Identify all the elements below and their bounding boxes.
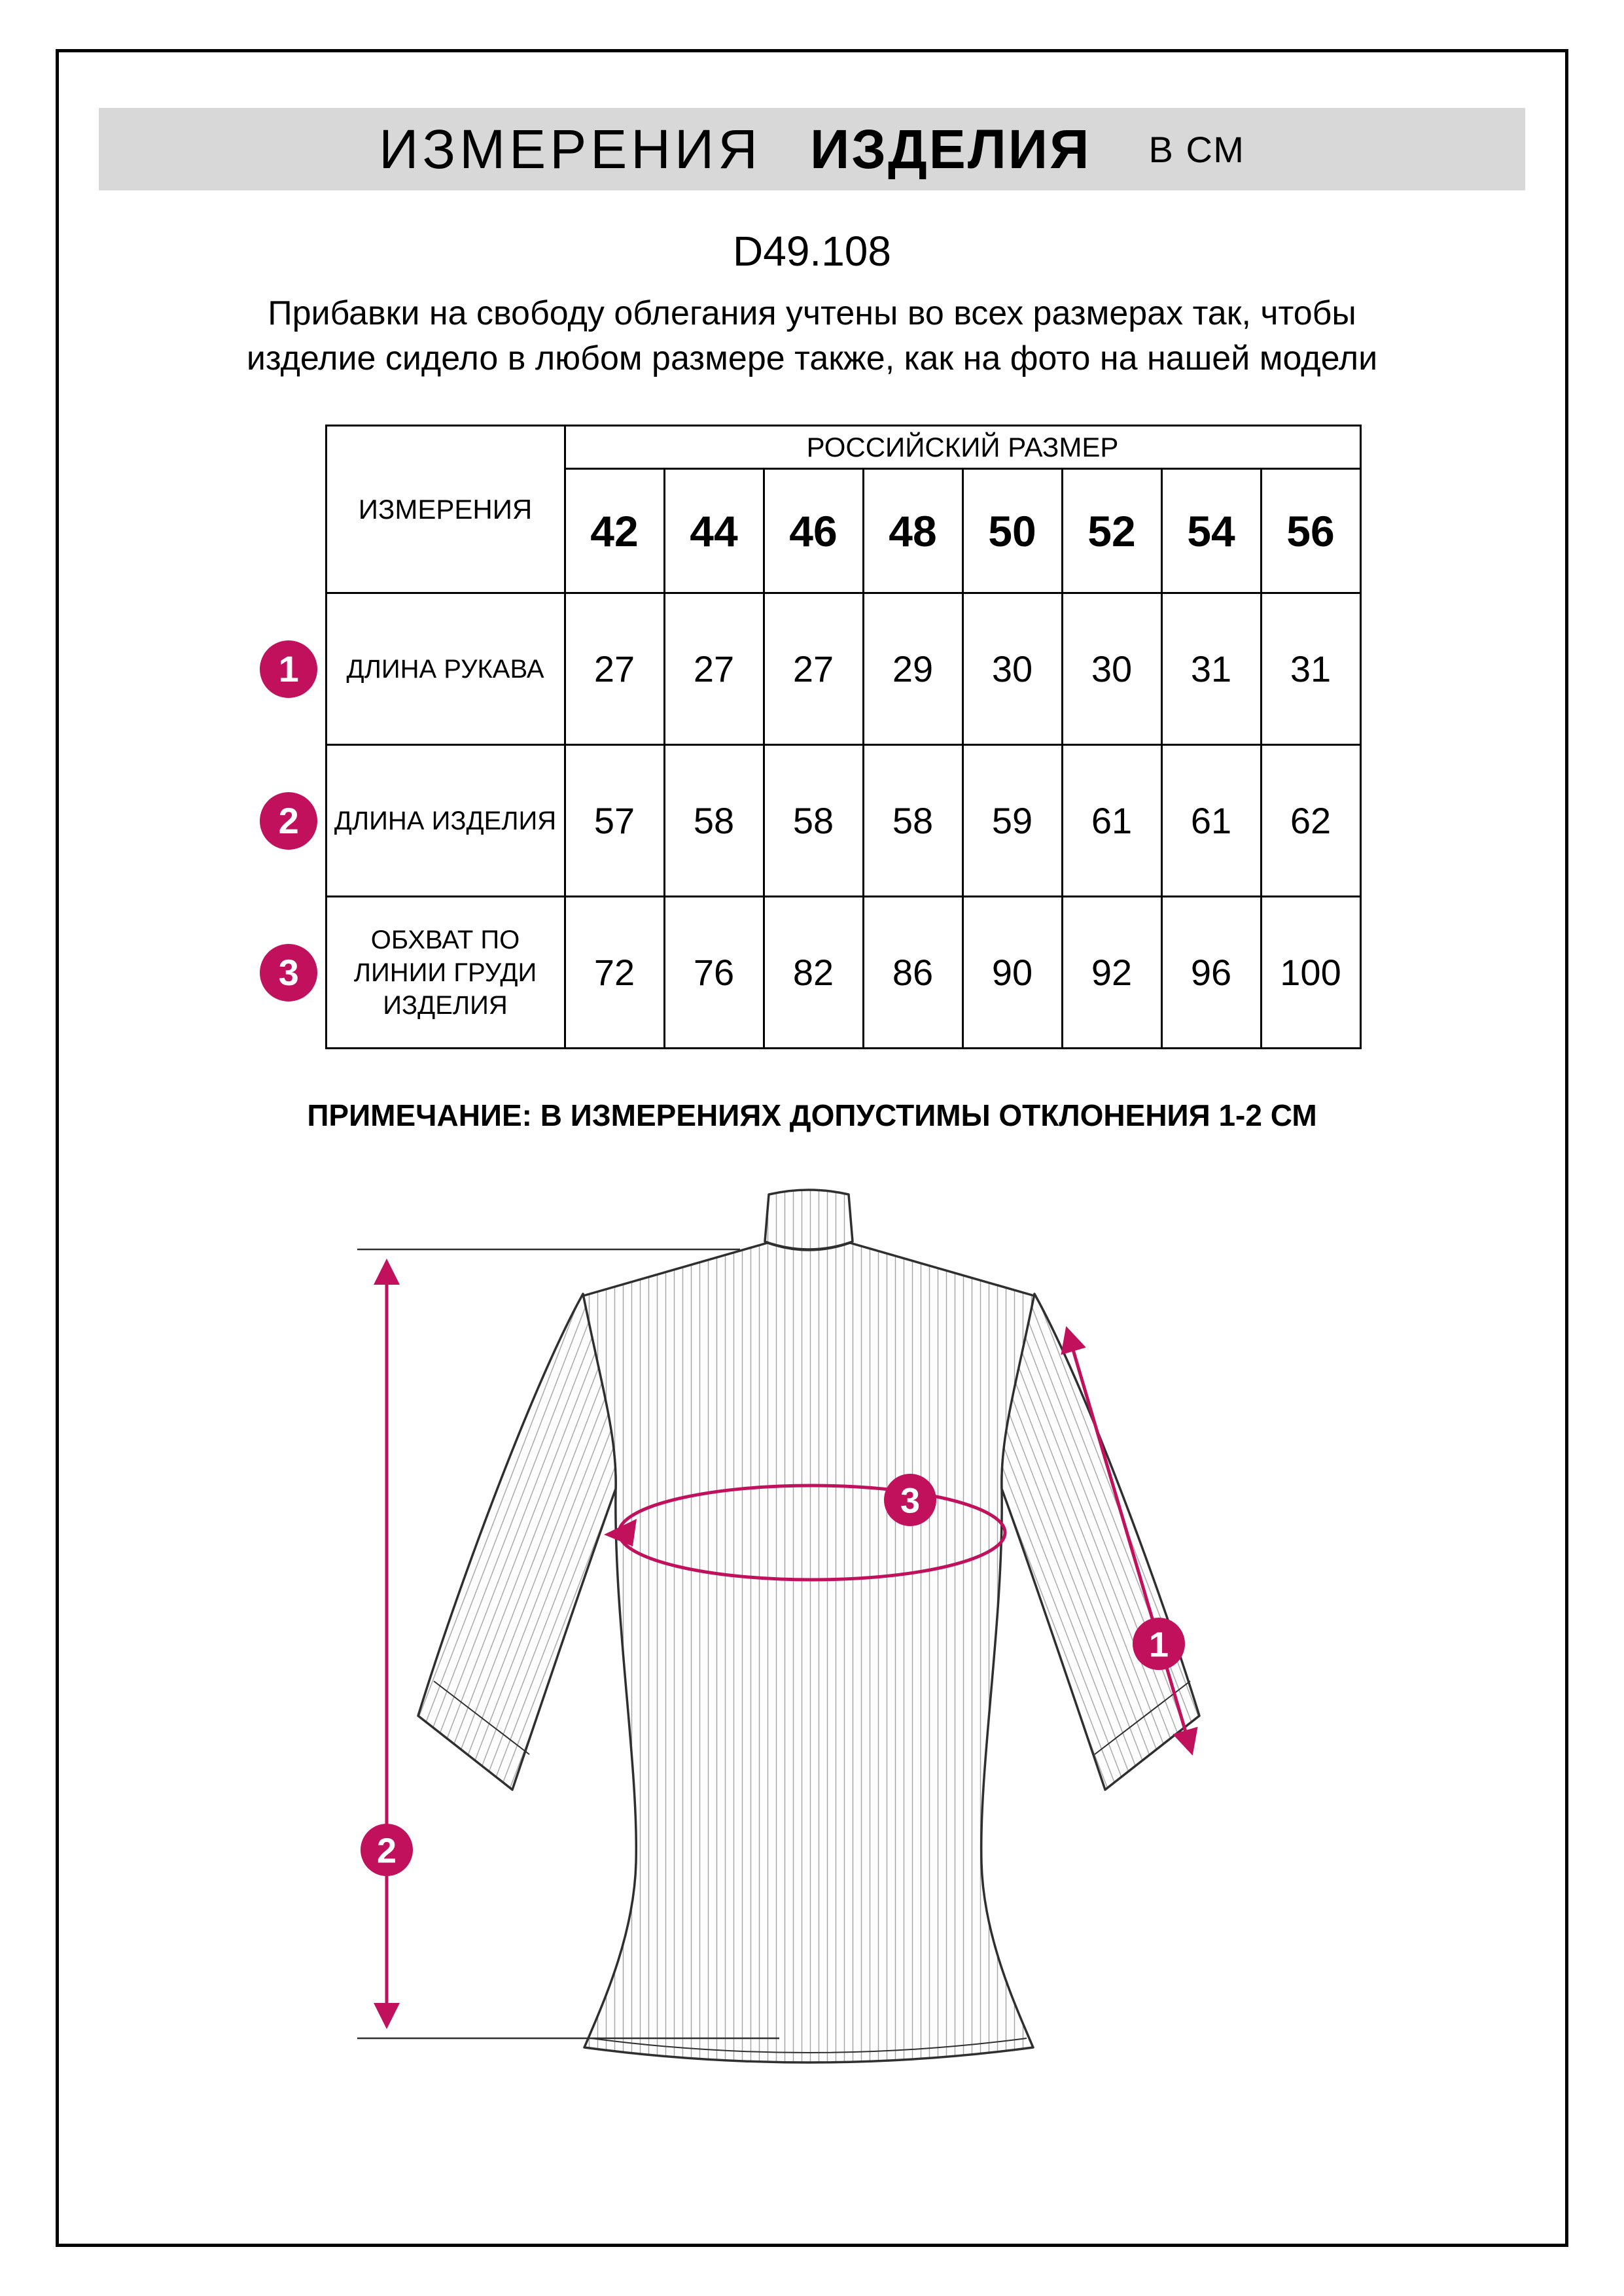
value-cell: 58 <box>764 745 863 897</box>
table-row-sleeve-length <box>253 593 1360 745</box>
title-units: В СМ <box>1148 128 1245 170</box>
value-cell: 61 <box>1062 745 1161 897</box>
value-cell: 27 <box>565 593 664 745</box>
spacer-cell <box>253 469 326 593</box>
size-table-wrap <box>253 425 1565 1049</box>
measurements-header: ИЗМЕРЕНИЯ <box>326 426 565 593</box>
fit-description: Прибавки на свободу облегания учтены во всех размерах так, чтобы изделие сидело в любом размере также, как на фото на нашей модели <box>246 294 1378 378</box>
table-row-garment-length <box>253 745 1360 897</box>
table-row-chest-girth <box>253 897 1360 1049</box>
value-cell: 29 <box>863 593 962 745</box>
row-badge-cell <box>253 745 326 897</box>
value-cell: 62 <box>1261 745 1360 897</box>
size-column-header: 44 <box>664 469 764 593</box>
value-cell: 27 <box>764 593 863 745</box>
row-number-badge: 3 <box>260 944 317 1001</box>
size-column-header: 50 <box>962 469 1062 593</box>
svg-text:3: 3 <box>900 1481 921 1521</box>
value-cell: 31 <box>1261 593 1360 745</box>
value-cell: 61 <box>1161 745 1261 897</box>
sleeve-marker-badge <box>1133 1618 1185 1670</box>
row-badge-cell <box>253 593 326 745</box>
page-frame <box>56 49 1568 2247</box>
garment-drawing <box>418 1190 1199 2062</box>
title-measurements: ИЗМЕРЕНИЯ <box>379 118 762 180</box>
size-column-header: 42 <box>565 469 664 593</box>
value-cell: 90 <box>962 897 1062 1049</box>
value-cell: 58 <box>863 745 962 897</box>
russian-size-header: РОССИЙСКИЙ РАЗМЕР <box>565 426 1360 469</box>
size-column-header: 48 <box>863 469 962 593</box>
value-cell: 30 <box>962 593 1062 745</box>
value-cell: 30 <box>1062 593 1161 745</box>
size-column-header: 46 <box>764 469 863 593</box>
row-label: ДЛИНА РУКАВА <box>326 593 565 745</box>
value-cell: 100 <box>1261 897 1360 1049</box>
value-cell: 82 <box>764 897 863 1049</box>
size-table <box>253 425 1362 1049</box>
row-label: ОБХВАТ ПО ЛИНИИ ГРУДИ ИЗДЕЛИЯ <box>326 897 565 1049</box>
length-marker-badge <box>361 1824 413 1876</box>
table-header-row <box>253 426 1360 469</box>
chest-marker-badge <box>884 1474 936 1526</box>
value-cell: 57 <box>565 745 664 897</box>
value-cell: 59 <box>962 745 1062 897</box>
tolerance-note: ПРИМЕЧАНИЕ: В ИЗМЕРЕНИЯХ ДОПУСТИМЫ ОТКЛОНЕНИЯ 1-2 СМ <box>307 1098 1317 1133</box>
value-cell: 58 <box>664 745 764 897</box>
row-label: ДЛИНА ИЗДЕЛИЯ <box>326 745 565 897</box>
svg-text:2: 2 <box>376 1831 397 1871</box>
value-cell: 72 <box>565 897 664 1049</box>
svg-text:1: 1 <box>1148 1625 1169 1665</box>
value-cell: 92 <box>1062 897 1161 1049</box>
title-bar <box>99 108 1525 190</box>
value-cell: 27 <box>664 593 764 745</box>
row-badge-cell <box>253 897 326 1049</box>
value-cell: 96 <box>1161 897 1261 1049</box>
garment-diagram <box>321 1176 1303 2125</box>
garment-diagram-wrap <box>59 1176 1565 2125</box>
size-column-header: 56 <box>1261 469 1360 593</box>
size-column-header: 54 <box>1161 469 1261 593</box>
row-number-badge: 2 <box>260 792 317 850</box>
size-column-header: 52 <box>1062 469 1161 593</box>
value-cell: 86 <box>863 897 962 1049</box>
spacer-cell <box>253 426 326 469</box>
title-product: ИЗДЕЛИЯ <box>809 118 1091 180</box>
product-code: D49.108 <box>733 228 891 275</box>
row-number-badge: 1 <box>260 640 317 698</box>
value-cell: 76 <box>664 897 764 1049</box>
value-cell: 31 <box>1161 593 1261 745</box>
